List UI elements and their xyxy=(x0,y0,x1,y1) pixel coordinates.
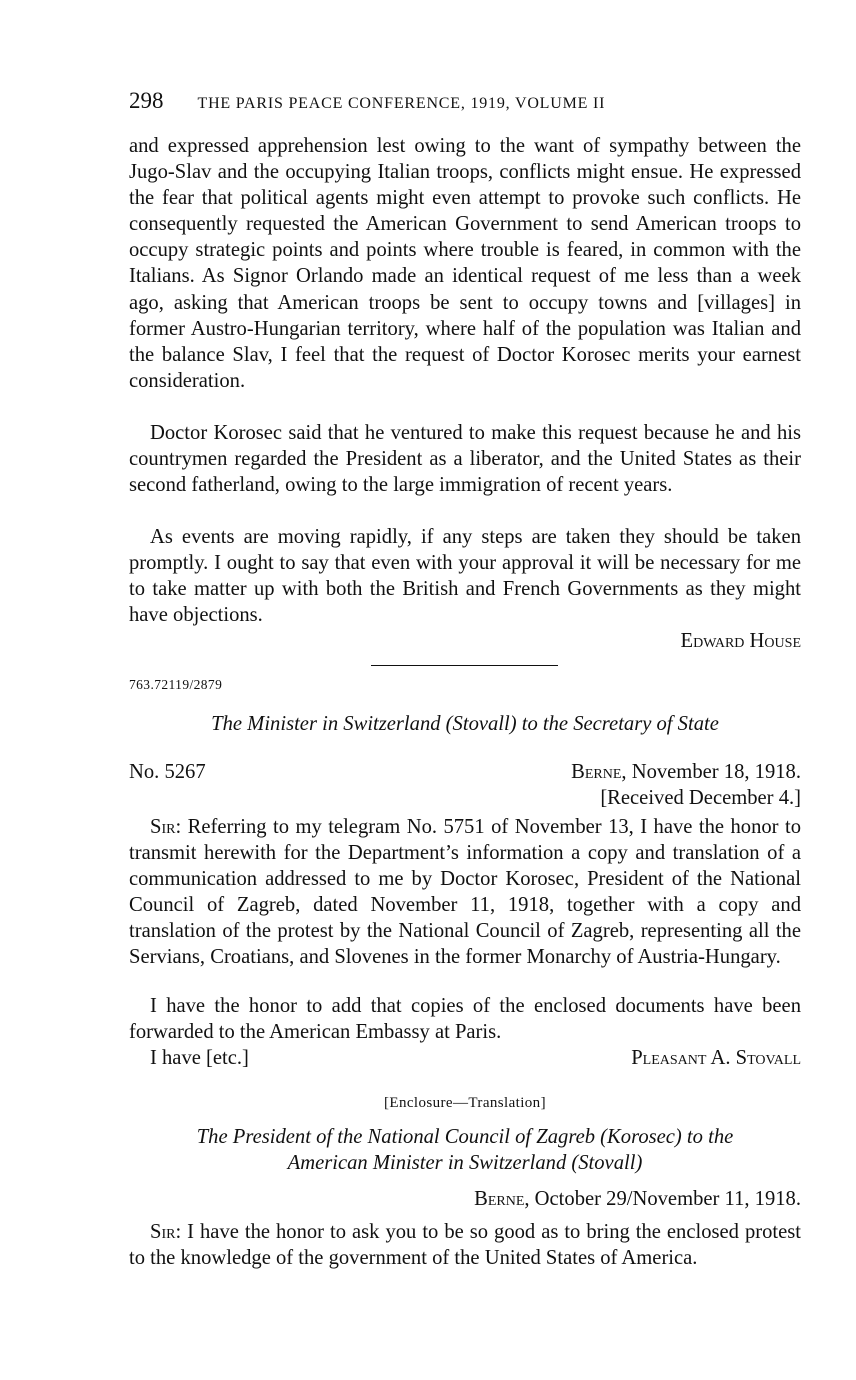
letter1-paragraph-3: As events are moving rapidly, if any steps are taken they should be taken promptly. I ought to say that even with your approval it will be necessary for me to take matter up with both the British and French Governments as they might have objections. xyxy=(129,526,801,627)
received-date: [Received December 4.] xyxy=(600,787,801,809)
dispatch-paragraph-1-text: : Referring to my telegram No. 5751 of November 13, I have the honor to transmit herewith for the Department’s information a copy and translation of a communication addressed to me by Doctor Korosec, President of the National Council of Zagreb, dated November 11, 1918, together with a copy and translation of the protest by the National Council of Zagreb, representing all the Servians, Croatians, and Slovenes in the former Monarchy of Austria-Hungary. xyxy=(129,816,801,969)
letter1-paragraph-1: and expressed apprehension lest owing to the want of sympathy between the Jugo-Slav and the occupying Italian troops, conflicts might ensue. He expressed the fear that political agents might even attempt to provoke such conflicts. He consequently requested the American Government to send American troops to occupy strategic points and points where trouble is feared, in common with the Italians. As Signor Orlando made an identical request of me less than a week ago, asking that American troops be sent to occupy towns and [villages] in former Austro-Hungarian territory, where half of the population was Italian and the balance Slav, I feel that the request of Doctor Korosec merits your earnest consideration. xyxy=(129,135,801,392)
dispatch-place: Berne xyxy=(571,761,622,783)
page-header xyxy=(129,86,801,119)
enclosure-title-line-2: American Minister in Switzerland (Stovall) xyxy=(287,1152,643,1174)
dispatch-signature: Pleasant A. Stovall xyxy=(631,1047,801,1069)
enclosure-place: Berne xyxy=(474,1188,525,1210)
enclosure-title-line-1: The President of the National Council of Zagreb (Korosec) to the xyxy=(196,1126,734,1148)
dispatch-dateline xyxy=(571,759,801,785)
enclosure-date: , October 29/November 11, 1918. xyxy=(524,1188,801,1210)
dispatch-paragraph-2: I have the honor to add that copies of the enclosed documents have been forwarded to the American Embassy at Paris. xyxy=(129,995,801,1044)
page-number: 298 xyxy=(129,88,164,113)
enclosure-paragraph-1 xyxy=(129,1219,801,1271)
enclosure-label: [Enclosure—Translation] xyxy=(384,1095,546,1111)
dispatch-closing: I have [etc.] xyxy=(150,1047,249,1069)
letter1-signature: Edward House xyxy=(680,630,801,652)
document-title: The Minister in Switzerland (Stovall) to the Secretary of State xyxy=(211,713,719,735)
dispatch-date: , November 18, 1918. xyxy=(621,761,801,783)
dispatch-salutation: Sir xyxy=(150,816,176,838)
running-title: THE PARIS PEACE CONFERENCE, 1919, VOLUME II xyxy=(197,95,606,112)
enclosure-dateline xyxy=(474,1186,801,1212)
dispatch-paragraph-1 xyxy=(129,814,801,971)
enclosure-salutation: Sir xyxy=(150,1221,176,1243)
enclosure-paragraph-1-text: : I have the honor to ask you to be so good as to bring the enclosed protest to the knowledge of the government of the United States of America. xyxy=(129,1221,801,1270)
dispatch-number: No. 5267 xyxy=(129,761,206,783)
file-number: 763.72119/2879 xyxy=(129,677,223,692)
section-divider xyxy=(371,665,558,666)
letter1-paragraph-2: Doctor Korosec said that he ventured to make this request because he and his countrymen regarded the President as a liberator, and the United States as their second fatherland, owing to the large immigration of recent years. xyxy=(129,422,801,497)
